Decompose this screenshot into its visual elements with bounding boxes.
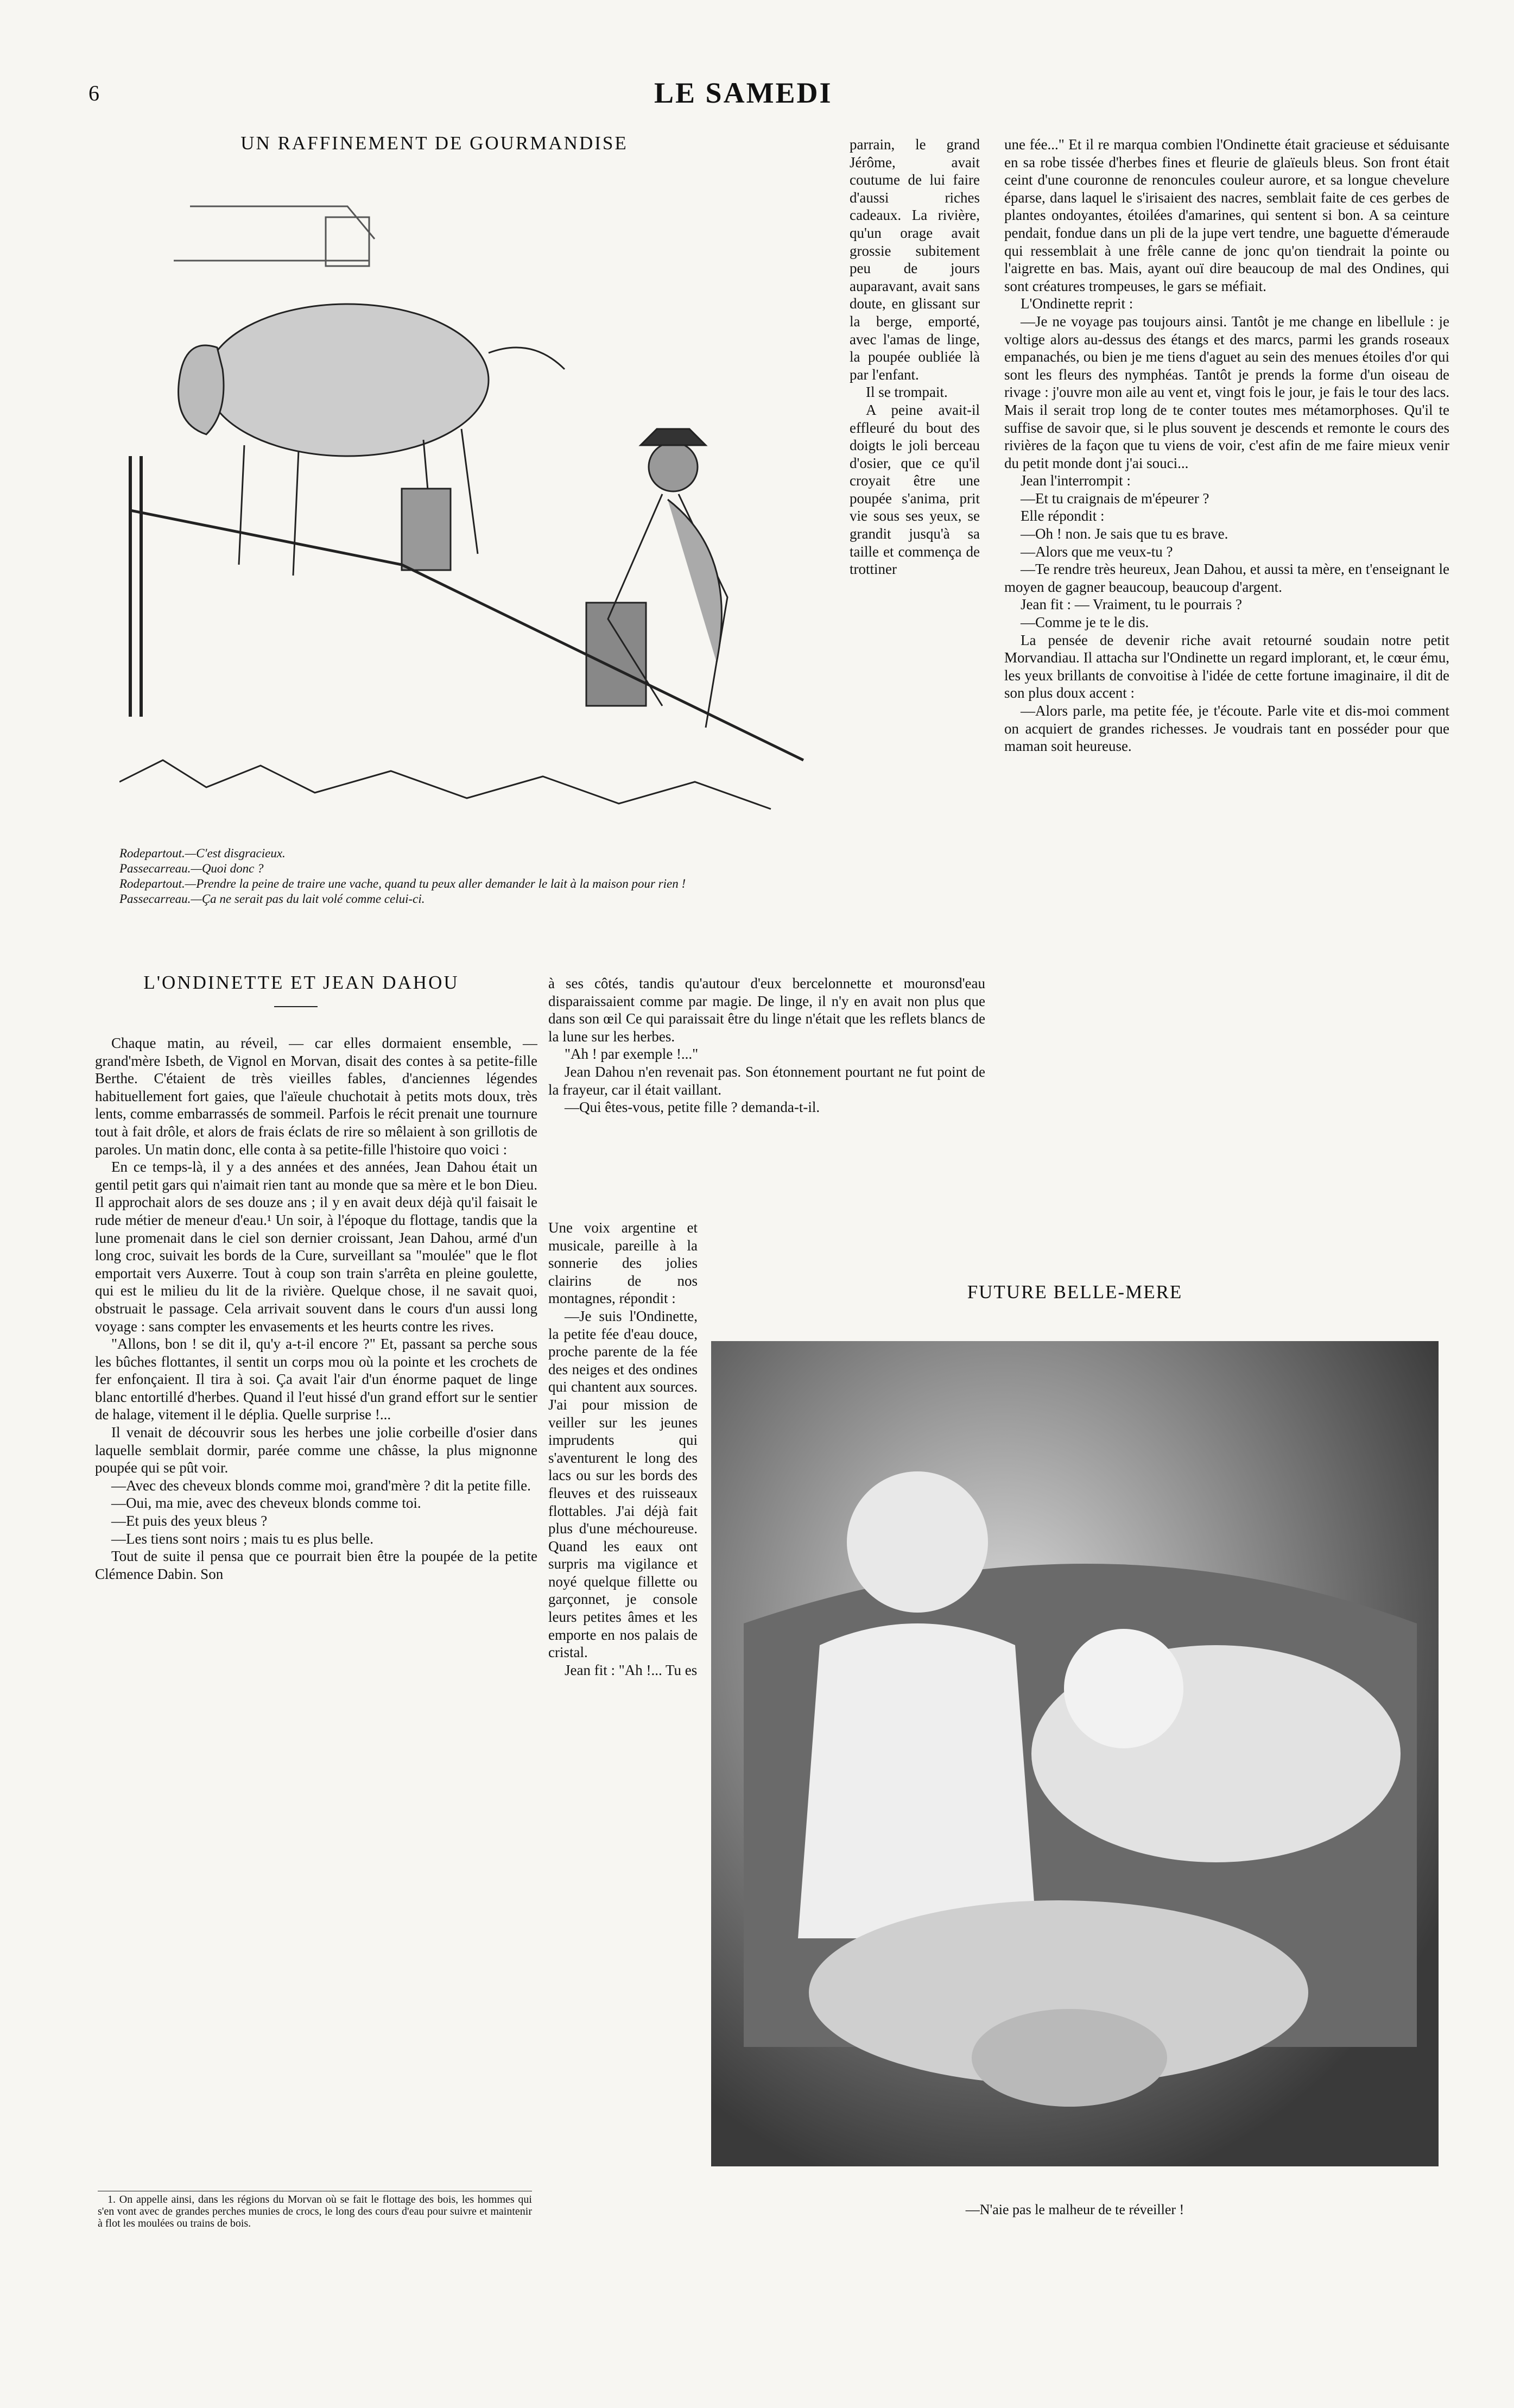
photo-title: FUTURE BELLE-MERE <box>967 1281 1183 1303</box>
caption-line: Passecarreau.—Quoi donc ? <box>119 862 264 875</box>
cartoon-caption <box>119 846 841 907</box>
story-column-2-middle <box>548 975 985 1219</box>
story-title: L'ONDINETTE ET JEAN DAHOU <box>143 972 459 993</box>
paragraph: —Je suis l'Ondinette, la petite fée d'eau douce, proche parente de la fée des neiges et des ondines qui chantent aux sources. J'ai pour mission de veiller sur les jeunes imprudents qui s'aventurent le long des lacs ou sur les bords des fleuves et des ruisseaux flottables. J'ai déjà fait plus d'une méchoureuse. Quand les eaux ont surpris ma vigilance et noyé quelque fillette ou garçonnet, je console leurs petites âmes et les emporte en nos palais de cristal. <box>548 1307 698 1661</box>
cartoon-illustration <box>119 174 820 825</box>
paragraph: Il se trompait. <box>866 384 948 401</box>
paragraph: Jean Dahou n'en revenait pas. Son étonnement pourtant ne fut point de la frayeur, car il était vaillant. <box>548 1063 985 1098</box>
paragraph: "Allons, bon ! se dit il, qu'y a-t-il encore ?" Et, passant sa perche sous les bûches flottantes, il sentit un corps mou où la pointe et les crochets de fer enfonçaient. Il tira à soi. Ça avait l'air d'un énorme paquet de linge blanc entortillé d'herbes. Quand il l'eut hissé d'un grand effort sur le sentier de halage, vitement il le déplia. Quelle surprise !... <box>95 1336 537 1423</box>
footnote <box>98 2194 532 2245</box>
paragraph: —Te rendre très heureux, Jean Dahou, et aussi ta mère, en t'enseignant le moyen de gagner beaucoup, beaucoup d'argent. <box>1004 561 1449 595</box>
caption-line: Rodepartout.—Prendre la peine de traire une vache, quand tu peux aller demander le lait à la maison pour rien ! <box>119 877 686 890</box>
paragraph: A peine avait-il effleuré du bout des doigts le joli berceau d'osier, que ce qu'il croyait être une poupée s'anima, prit vie sous ses yeux, se grandit jusqu'à sa taille et commença de trottiner <box>850 401 980 578</box>
paragraph: —Et tu craignais de m'épeurer ? <box>1021 490 1209 507</box>
paragraph: —Oh ! non. Je sais que tu es brave. <box>1021 526 1228 542</box>
paragraph: à ses côtés, tandis qu'autour d'eux bercelonnette et mouronsd'eau disparaissaient comme par magie. De linge, il n'y en avait non plus que dans son œil Ce qui paraissait être du linge n'était que les reflets blancs de la lune sur les herbes. <box>548 975 985 1045</box>
paragraph: Tout de suite il pensa que ce pourrait bien être la poupée de la petite Clémence Dabin. Son <box>95 1548 537 1582</box>
cartoon-title: UN RAFFINEMENT DE GOURMANDISE <box>240 132 628 154</box>
paragraph: Une voix argentine et musicale, pareille à la sonnerie des jolies clairins de nos montagnes, répondit : <box>548 1219 698 1307</box>
photo-caption: —N'aie pas le malheur de te réveiller ! <box>965 2202 1184 2217</box>
paragraph: —Comme je te le dis. <box>1021 614 1149 631</box>
paragraph: —Oui, ma mie, avec des cheveux blonds comme toi. <box>111 1495 421 1512</box>
paragraph: —Avec des cheveux blonds comme moi, grand'mère ? dit la petite fille. <box>111 1477 531 1494</box>
paragraph: Chaque matin, au réveil, — car elles dormaient ensemble, — grand'mère Isbeth, de Vignol en Morvan, disait des contes à sa petite-fille Berthe. C'étaient de très vieilles fables, d'anciennes légendes habituellement fort gaies, que l'aïeule chuchotait à petits mots doux, très lents, comme embarrassés de sommeil. Parfois le récit prenait une tournure tout à fait drôle, et alors de frais éclats de rire so mêlaient à son grillotis de paroles. Un matin donc, elle conta à sa petite-fille l'histoire quo voici : <box>95 1035 537 1158</box>
paragraph: "Ah ! par exemple !..." <box>565 1046 699 1063</box>
paragraph: Jean fit : — Vraiment, tu le pourrais ? <box>1021 596 1243 613</box>
story-column-3 <box>1004 136 1449 1211</box>
paragraph: Jean fit : "Ah !... Tu es <box>565 1661 698 1678</box>
caption-line: Rodepartout.—C'est disgracieux. <box>119 846 286 860</box>
paragraph: —Alors que me veux-tu ? <box>1021 543 1173 560</box>
story-column-2-bottom <box>548 1219 698 2245</box>
paragraph: Elle répondit : <box>1021 508 1105 524</box>
photograph <box>711 1341 1439 2166</box>
paragraph: Jean l'interrompit : <box>1021 472 1131 489</box>
paragraph: L'Ondinette reprit : <box>1021 295 1133 312</box>
story-column-2-top <box>850 136 980 972</box>
page-number: 6 <box>88 81 99 105</box>
footnote-text: 1. On appelle ainsi, dans les régions du Morvan où se fait le flottage des bois, les hommes qui s'en vont avec de grandes perches munies de crocs, le long des cours d'eau pour suivre et maintenir à flot les moulées ou trains de bois. <box>98 2194 532 2229</box>
paragraph: une fée..." Et il re marqua combien l'Ondinette était gracieuse et séduisante en sa robe tissée d'herbes fines et fleurie de glaïeuls bleus. Son front était ceint d'une couronne de renoncules couleur aurore, et sa longue chevelure éparse, dans laquel le s'irisaient des nacres, semblait faite de ces gerbes de plantes ondoyantes, étoilées d'amarines, qui sentent si bon. A sa ceinture pendait, fondue dans un pli de la jupe vert tendre, une baguette d'émeraude qui ressemblait à une frêle canne de jonc qu'on tiendrait la pointe ou l'aigrette en bas. Mais, ayant ouï dire beaucoup de mal des Ondines, qui sont créatures trompeuses, le gars se méfiait. <box>1004 136 1449 294</box>
paragraph: —Alors parle, ma petite fée, je t'écoute. Parle vite et dis-moi comment on acquiert de grandes richesses. Je voudrais tant en posséder pour que maman soit heureuse. <box>1004 703 1449 755</box>
paragraph: —Je ne voyage pas toujours ainsi. Tantôt je me change en libellule : je voltige alors au-dessus des étangs et des marcs, parmi les grands roseaux empanachés, ou bien je me tiens d'aguet au sein des menues étoiles d'or qui sont les fleurs des nymphéas. Tantôt je prends la forme d'un oiseau de rivage : j'ouvre mon aile au vent et, vingt fois le jour, je fais le tour des lacs. Mais il serait trop long de te conter toutes mes métamorphoses. Qu'il te suffise de savoir que, si le plus souvent je descends et remonte le cours des rivières de la façon que tu viens de voir, c'est afin de me faire mieux venir du petit monde dont j'ai souci... <box>1004 313 1449 471</box>
paragraph: Il venait de découvrir sous les herbes une jolie corbeille d'osier dans laquelle semblait dormir, parée comme une châsse, la plus mignonne poupée qui se pût voir. <box>95 1424 537 1476</box>
title-rule <box>274 1006 318 1007</box>
paragraph: En ce temps-là, il y a des années et des années, Jean Dahou était un gentil petit gars qui n'aimait rien tant au monde que sa mère et le bon Dieu. Il approchait alors de ses douze ans ; il y en avait deux déjà qu'il faisait le rude métier de meneur d'eau.¹ Un soir, à l'époque du flottage, tandis que la lune promenait dans le ciel son dernier croissant, Jean Dahou, armé d'un long croc, suivait les bords de la Cure, surveillant sa "moulée" que le flot emportait vers Auxerre. Tout à coup son train s'arrêta en pleine goulette, qui est le milieu du lit de la rivière. Quelque chose, il ne savait quoi, obstruait le passage. Cela arrivait souvent dans le cours d'un aussi long voyage : sans compter les envasements et les heurts contre les rives. <box>95 1159 537 1335</box>
paragraph: —Et puis des yeux bleus ? <box>111 1513 268 1530</box>
paragraph: —Les tiens sont noirs ; mais tu es plus belle. <box>111 1530 373 1547</box>
paragraph: —Qui êtes-vous, petite fille ? demanda-t-il. <box>565 1099 820 1116</box>
caption-line: Passecarreau.—Ça ne serait pas du lait volé comme celui-ci. <box>119 892 425 906</box>
paragraph: parrain, le grand Jérôme, avait coutume de lui faire d'aussi riches cadeaux. La rivière, qu'un orage avait grossie subitement peu de jours auparavant, avait sans doute, en glissant sur la berge, emporté, avec l'amas de linge, la poupée oubliée là par l'enfant. <box>850 136 980 383</box>
paragraph: La pensée de devenir riche avait retourné soudain notre petit Morvandiau. Il attacha sur l'Ondinette un regard implorant, et, le cœur ému, les yeux brillants de convoitise à l'idée de cette fortune imaginaire, il dit de son plus doux accent : <box>1004 631 1449 701</box>
masthead: LE SAMEDI <box>654 77 833 109</box>
